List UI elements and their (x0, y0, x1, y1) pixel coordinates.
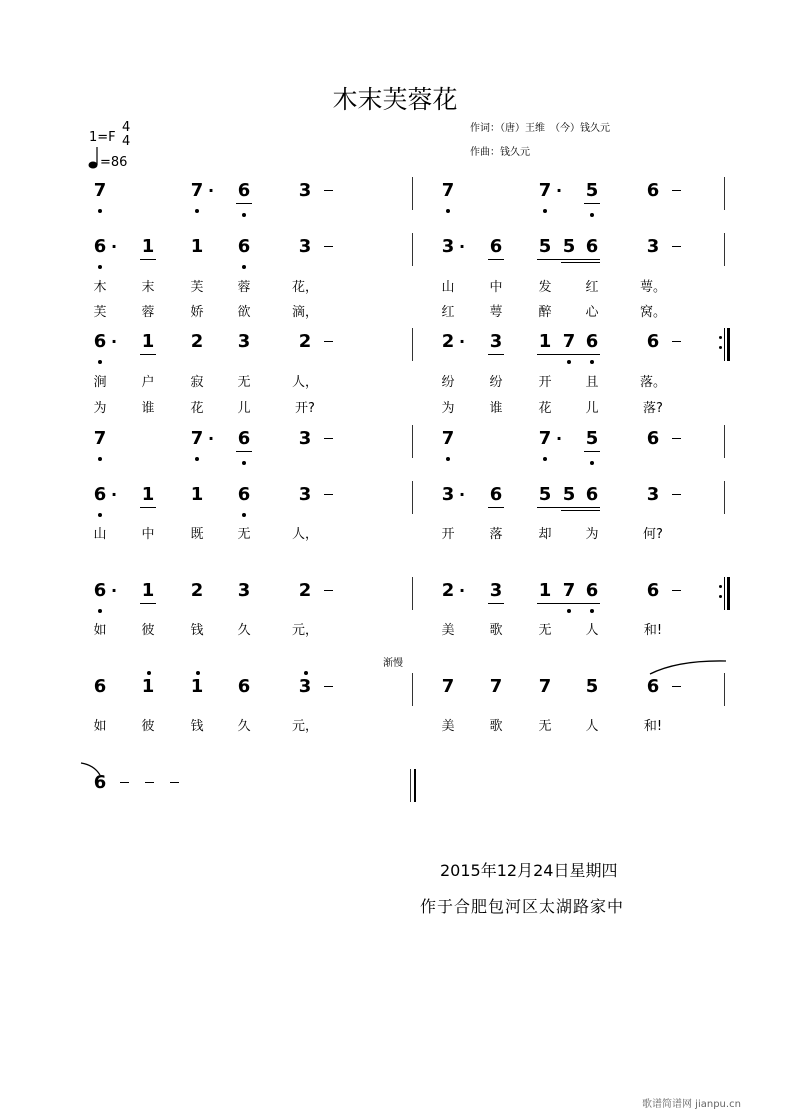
note: 6 (237, 676, 251, 697)
watermark: 歌谱简谱网 jianpu.cn (642, 1099, 741, 1110)
note: 6 (585, 484, 599, 505)
final-barline (410, 769, 416, 802)
note: 6 (92, 331, 108, 353)
key-signature: 1=F (89, 130, 116, 145)
note: 6 (93, 772, 107, 793)
note: 6 (236, 236, 252, 258)
note: 6 (236, 180, 252, 202)
composition-place: 作于合肥包河区太湖路家中 (420, 897, 625, 916)
note: 3 (646, 236, 660, 257)
note: 7 (489, 676, 503, 697)
note: 7 (189, 180, 205, 202)
note: 6 (646, 331, 660, 352)
note: 2 (441, 331, 455, 352)
quarter-note-icon (88, 146, 100, 170)
note: 1 (538, 580, 552, 601)
note: 3 (237, 580, 251, 601)
repeat-end-barline (719, 577, 731, 610)
note: 5 (562, 236, 576, 257)
note: 5 (584, 428, 600, 450)
note: 3 (297, 676, 313, 698)
note: 6 (489, 484, 503, 505)
note: 7 (537, 180, 553, 202)
ritardando-marking: 渐慢 (383, 658, 403, 669)
note: 1 (141, 331, 155, 352)
note: 5 (538, 236, 552, 257)
note: 7 (92, 180, 108, 202)
composer-credit: 作曲：钱久元 (470, 147, 530, 158)
note: 3 (298, 236, 312, 257)
note: 1 (141, 236, 155, 257)
note: 6 (584, 580, 600, 602)
note: 3 (646, 484, 660, 505)
note: 7 (538, 676, 552, 697)
note: 6 (92, 236, 108, 258)
note: 3 (441, 484, 455, 505)
note: 2 (298, 331, 312, 352)
composition-date: 2015年12月24日星期四 (440, 861, 618, 880)
note: 1 (538, 331, 552, 352)
note: 5 (562, 484, 576, 505)
note: 6 (646, 428, 660, 449)
repeat-end-barline (719, 328, 731, 361)
note: 7 (440, 428, 456, 450)
note: 6 (93, 676, 107, 697)
note: 6 (646, 180, 660, 201)
note: 3 (298, 484, 312, 505)
time-signature-top: 4 (122, 120, 131, 135)
note: 1 (141, 484, 155, 505)
note: 7 (92, 428, 108, 450)
note: 3 (441, 236, 455, 257)
note: 1 (189, 676, 205, 698)
note: 6 (92, 580, 108, 602)
note: 1 (140, 676, 156, 698)
note: 2 (190, 580, 204, 601)
note: 3 (298, 180, 312, 201)
note: 7 (189, 428, 205, 450)
tempo-marking: =86 (100, 155, 128, 170)
note: 1 (190, 236, 204, 257)
time-signature-bottom: 4 (122, 134, 131, 149)
note: 2 (190, 331, 204, 352)
note: 5 (585, 676, 599, 697)
note: 7 (440, 180, 456, 202)
note: 6 (236, 428, 252, 450)
note: 2 (441, 580, 455, 601)
note: 3 (489, 331, 503, 352)
song-title: 木末芙蓉花 (332, 85, 458, 114)
note: 5 (538, 484, 552, 505)
note: 5 (584, 180, 600, 202)
note: 2 (298, 580, 312, 601)
note: 7 (561, 331, 577, 353)
note: 6 (646, 580, 660, 601)
note: 3 (237, 331, 251, 352)
note: 1 (190, 484, 204, 505)
note: 6 (585, 236, 599, 257)
time-signature (122, 122, 130, 147)
note: 7 (441, 676, 455, 697)
note: 6 (646, 676, 660, 697)
note: 6 (92, 484, 108, 506)
tie-arc-icon (648, 658, 728, 678)
note: 6 (236, 484, 252, 506)
lyricist-credit: 作词：（唐）王维 （今）钱久元 (470, 123, 610, 134)
note: 6 (584, 331, 600, 353)
note: 6 (489, 236, 503, 257)
note: 1 (141, 580, 155, 601)
note: 3 (489, 580, 503, 601)
note: 7 (561, 580, 577, 602)
note: 3 (298, 428, 312, 449)
note: 7 (537, 428, 553, 450)
